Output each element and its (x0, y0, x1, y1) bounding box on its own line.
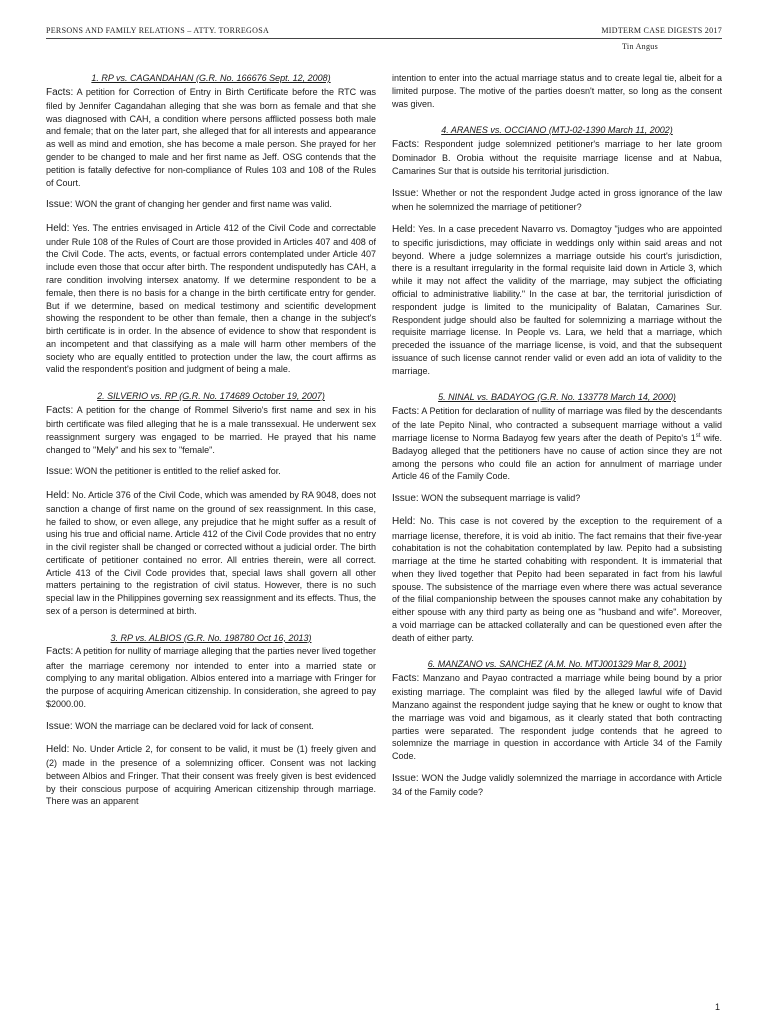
facts-text: A Petition for declaration of nullity of marriage was filed by the descendants of the late Pepito Ninal, who contracted a subsequent marriage without a valid marriage license to Norma Badayog few years after the death of Pepito's 1 (392, 406, 722, 444)
case-title: 2. SILVERIO vs. RP (G.R. No. 174689 October 19, 2007) (97, 391, 325, 402)
case-digest (46, 72, 376, 376)
issue-label: Issue: (392, 772, 419, 784)
case-facts (46, 645, 376, 710)
case-digest (46, 390, 376, 618)
case-title: 1. RP vs. CAGANDAHAN (G.R. No. 166676 Sept. 12, 2008) (91, 73, 331, 83)
case-facts (392, 405, 722, 483)
left-column (46, 72, 376, 976)
held-text: No. Under Article 2, for consent to be valid, it must be (1) freely given and (2) made in the presence of a solemnizing officer. Consent was not lacking between Albios and Fringer. That their consent was freely given is best evidenced by their conscious purpose of acquiring American citizenship through marriage. There was an apparent (46, 743, 376, 807)
facts-text: A petition for Correction of Entry in Birth Certificate before the RTC was filed by Jennifer Cagandahan alleging that she was born as female and that she was diagnosed with CAH, a condition where persons afflicted possess both male and female; that on the later part, she alleged that for all interests and appearance as well as mind and emotion, she has become a male person. She prayed for her gender to be changed to male and her first name as Jeff. OSG contends that the petition is fatally defective for non-compliance of Rules 103 and 108 of the Rules of Court. (46, 86, 376, 188)
issue-text: WON the marriage can be declared void for lack of consent. (75, 720, 314, 731)
case-held (46, 489, 376, 618)
right-column (392, 72, 722, 976)
case-digest (46, 632, 376, 808)
held-text: No. Article 376 of the Civil Code, which was amended by RA 9048, does not sanction a change of first name on the ground of sex reassignment. In this case, he failed to show, or even allege, any prejudice that he might suffer as a result of using his true and official name. Article 412 of the Civil Code provides that no entry in the civil register shall be changed or corrected without a judicial order. The birth certificate of petitioner contained no error. All entries therein, were all correct. Article 413 of the Civil Code provides that, special laws shall govern all other matters pertaining to the registration of civil status. However, there is no such special law in the Philippines governing sex reassignment and its effects. Thus, the sex of a person is determined at birth. (46, 489, 376, 616)
issue-text: WON the grant of changing her gender and first name was valid. (75, 199, 332, 210)
case-held (46, 222, 376, 377)
content-columns (46, 72, 722, 976)
page-header (46, 26, 722, 51)
held-label: Held: (46, 489, 70, 501)
issue-text: WON the subsequent marriage is valid? (421, 493, 581, 504)
header-document-title: MIDTERM CASE DIGESTS 2017 (601, 26, 722, 35)
issue-label: Issue: (392, 493, 419, 505)
issue-label: Issue: (46, 720, 73, 732)
held-label: Held: (392, 516, 416, 528)
case-title: 6. MANZANO vs. SANCHEZ (A.M. No. MTJ001329 Mar 8, 2001) (427, 659, 687, 670)
case-title: 3. RP vs. ALBIOS (G.R. No. 198780 Oct 16, 2013) (110, 632, 312, 643)
issue-label: Issue: (392, 187, 419, 199)
continuation-text: intention to enter into the actual marriage status and to create legal tie, albeit for a limited purpose. The motive of the parties doesn't matter, so long as the consent was given. (392, 73, 722, 109)
case-issue (46, 465, 376, 479)
facts-label: Facts: (46, 646, 74, 658)
issue-text: WON the petitioner is entitled to the relief asked for. (75, 466, 281, 477)
facts-label: Facts: (392, 673, 420, 685)
case-issue (392, 492, 722, 506)
case-facts (46, 86, 376, 190)
issue-label: Issue: (46, 466, 73, 478)
case-digest (392, 391, 722, 644)
held-label: Held: (392, 223, 416, 235)
case-issue (46, 720, 376, 734)
case-continuation (392, 72, 722, 110)
facts-label: Facts: (46, 86, 74, 98)
case-issue (392, 187, 722, 214)
facts-label: Facts: (46, 404, 74, 416)
issue-label: Issue: (46, 199, 73, 211)
case-held (392, 223, 722, 378)
held-label: Held: (46, 743, 70, 755)
facts-text-continued: wife. Badayog alleged that the petitioners have no cause of action since they are not among the persons who could file an action for annulment of marriage under Article 46 of the Family Code. (392, 433, 722, 482)
case-digest (392, 124, 722, 377)
ordinal-superscript: st (695, 433, 701, 440)
header-course-title: PERSONS AND FAMILY RELATIONS – ATTY. TORREGOSA (46, 26, 270, 35)
case-facts (46, 404, 376, 456)
issue-text: Whether or not the respondent Judge acted in gross ignorance of the law when he solemnized the marriage of petitioner? (392, 187, 722, 212)
case-title: 5. NINAL vs. BADAYOG (G.R. No. 133778 March 14, 2000) (438, 392, 676, 403)
header-row (46, 26, 722, 39)
facts-label: Facts: (392, 139, 420, 151)
held-text: No. This case is not covered by the exception to the requirement of a marriage license, therefore, it is void ab initio. The fact remains that their five-year cohabitation is not the cohabitation contemplated by law. Pepito had a subsisting marriage at the time he started cohabiting with respondent. It is immaterial that when they lived together that Pepito had been separated in fact from his lawful spouse. The subsistence of the marriage even where there was actual severance of the filial companionship between the spouses cannot make any cohabitation by either spouse with any third party as being one as "husband and wife". Moreover, a void marriage can be attacked collaterally and can be questioned even after the death of either party. (392, 516, 722, 643)
facts-text: A petition for the change of Rommel Silverio's first name and sex in his birth certificate was filed alleging that he is a male transsexual. He underwent sex reassignment surgery was engaged to be married. He prayed that his name changed to "Mely" and his sex to "female". (46, 404, 376, 455)
facts-text: A petition for nullity of marriage alleging that the parties never lived together after the marriage ceremony nor intended to enter into a married state or complying to any marital obligation. Albios entered into a marriage with Fringer for the purpose of acquiring American citizenship. In consideration, she agreed to pay $2000.00. (46, 646, 376, 709)
case-title: 4. ARANES vs. OCCIANO (MTJ-02-1390 March 11, 2002) (441, 125, 673, 136)
case-held (392, 515, 722, 644)
issue-text: WON the Judge validly solemnized the marriage in accordance with Article 34 of the Family code? (392, 772, 722, 798)
case-issue (46, 198, 376, 212)
page-number: 1 (714, 1002, 720, 1012)
header-author: Tin Angus (622, 42, 658, 51)
facts-label: Facts: (392, 406, 420, 418)
case-facts (392, 138, 722, 178)
facts-text: Manzano and Payao contracted a marriage while being bound by a prior existing marriage. The complaint was filed by the alleged lawful wife of David Manzano against the respondent judge saying that he knew or ought to know that the marriage was void and bigamous, as it clearly stated that both contracting parties were separated. The respondent judge contends that he agreed to solemnize the marriage in question in accordance with Article 34 of the Family Code. (392, 673, 722, 762)
held-label: Held: (46, 222, 70, 234)
held-text: Yes. In a case precedent Navarro vs. Domagtoy "judges who are appointed to specific jurisdictions, may officiate in weddings only within said areas and not beyond. Where a judge solemnizes a marriage outside his court's jurisdiction, there is a resultant irregularity in the formal requisite laid down in Article 3, which while it may not affect the validity of the marriage, may subject the officiating official to administrative liability." In the case at bar, the territorial jurisdiction of respondent judge is limited to the municipality of Balatan, Camarines Sur. Respondent judge should also be faulted for solemnizing a marriage without the requisite marriage license. In People vs. Lara, we held that a marriage, which preceded the issuance of the marriage license, is void, and that the subsequent issuance of such license cannot render valid or even add an iota of validity to the marriage. (392, 223, 722, 376)
held-text: Yes. The entries envisaged in Article 412 of the Civil Code and correctable under Rule 108 of the Rules of Court are those provided in Articles 407 and 408 of the Civil Code. The acts, events, or factual errors contemplated under Article 407 include even those that occur after birth. The respondent undisputedly has CAH, a rare condition involving intersex anatomy. If we determine respondent to be a female, then there is no basis for a change in the birth certificate entry for gender. But if we determine, based on medical testimony and scientific development showing the respondent to be other than female, then a change in the subject's birth certificate is in order. In the absence of evidence to show that respondent is an incompetent and that classifying as a male will harm other members of the society who are equally entitled to protection under the law, the court affirms as valid the respondent's position and judgment of being a male. (46, 222, 376, 375)
facts-text: Respondent judge solemnized petitioner's marriage to her late groom Dominador B. Orobia without the requisite marriage license and at Nabua, Camarines Sur that is outside his territorial jurisdiction. (392, 139, 722, 177)
case-issue (392, 772, 722, 799)
case-facts (392, 672, 722, 763)
case-held (46, 743, 376, 808)
case-digest (392, 658, 722, 799)
